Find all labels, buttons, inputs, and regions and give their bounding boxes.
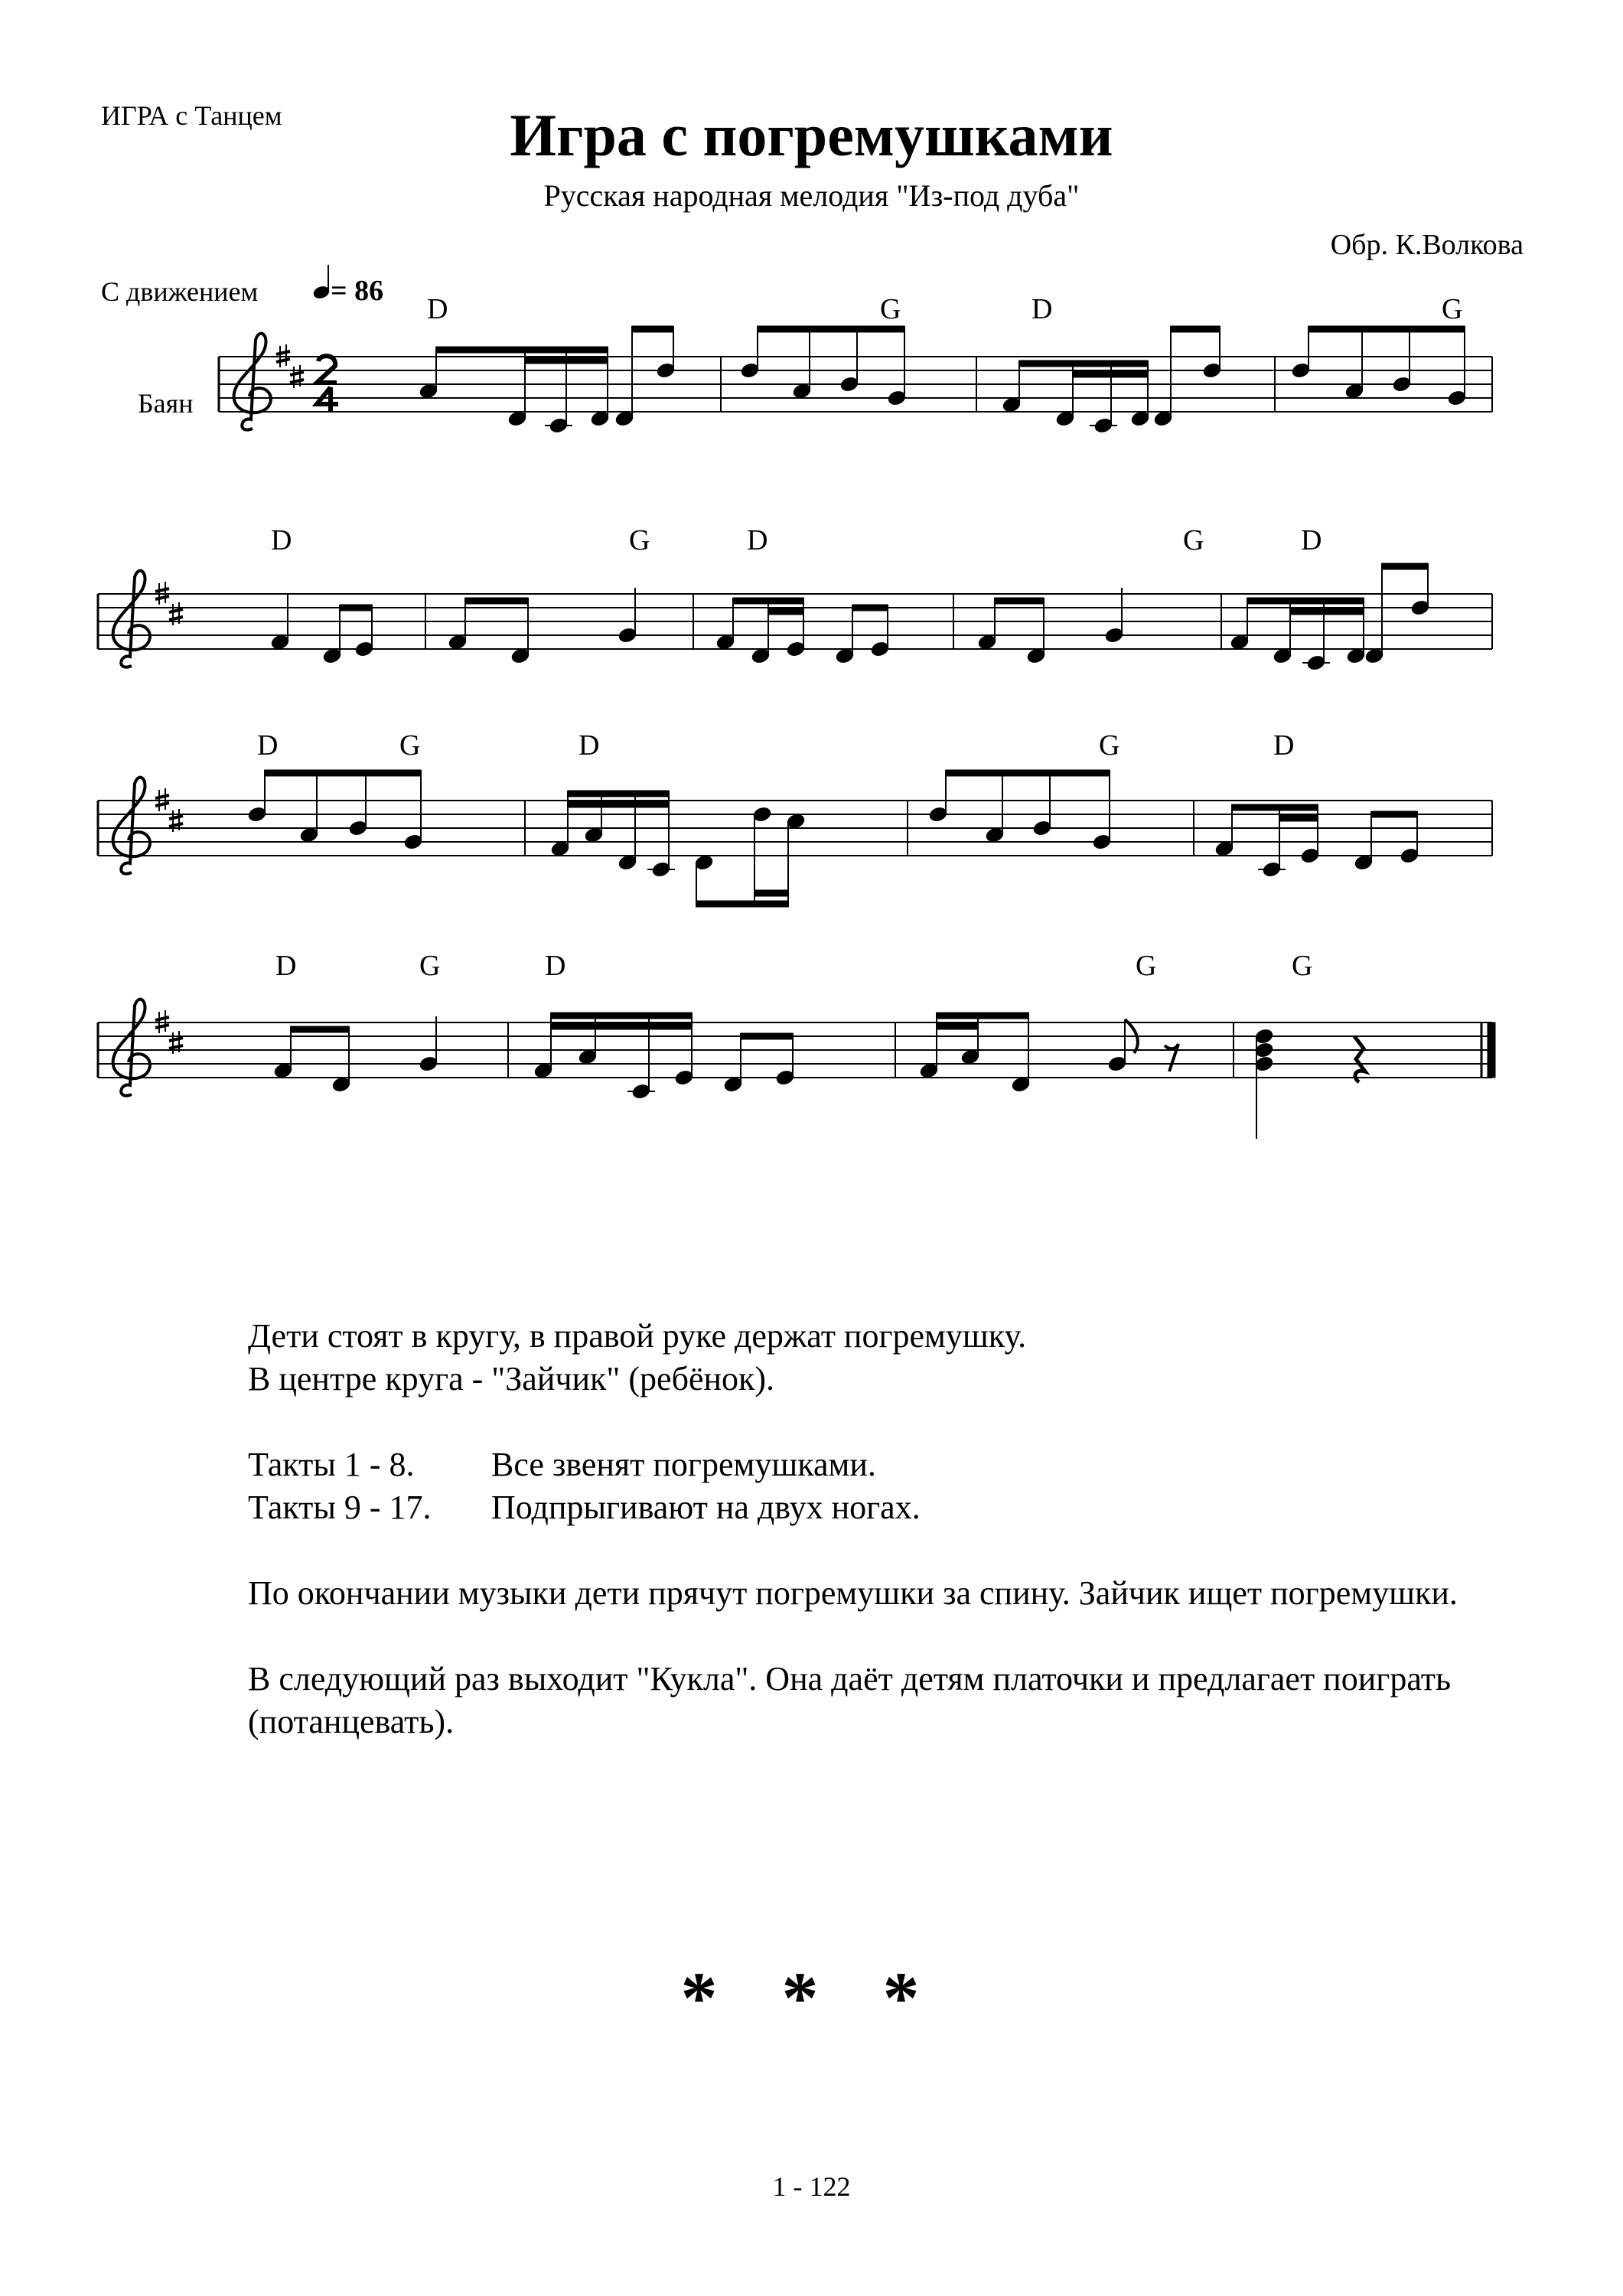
beam xyxy=(937,1013,1028,1019)
sharp-sign xyxy=(290,380,304,383)
subtitle: Русская народная мелодия "Из-под дуба" xyxy=(543,178,1080,213)
chord-symbol: D xyxy=(1301,524,1322,556)
sharp-sign xyxy=(169,617,183,620)
genre-label: ИГРА с Танцем xyxy=(101,100,282,131)
beam xyxy=(741,1033,793,1039)
beam xyxy=(995,598,1044,604)
beam xyxy=(465,598,528,604)
chord-symbol: G xyxy=(419,950,441,982)
sharp-sign xyxy=(155,589,169,592)
beam xyxy=(754,890,788,896)
beam xyxy=(1019,360,1148,367)
beam xyxy=(551,1013,692,1019)
bars-label: Такты 1 - 8. xyxy=(248,1446,415,1483)
sharp-sign xyxy=(276,351,290,354)
chord-symbol: D xyxy=(275,950,297,982)
beam xyxy=(1171,326,1220,332)
treble-clef xyxy=(113,778,150,874)
sharp-sign xyxy=(276,359,290,362)
instruction-line: В центре круга - "Зайчик" (ребёнок). xyxy=(248,1360,775,1397)
sharp-sign xyxy=(155,1025,169,1028)
chord-symbol: D xyxy=(747,524,768,556)
instruction-paragraph xyxy=(248,1443,1549,1529)
beam xyxy=(937,1023,978,1029)
chord-symbol: G xyxy=(1099,729,1120,762)
sharp-sign xyxy=(169,816,183,819)
sharp-sign xyxy=(169,823,183,827)
beam xyxy=(1279,815,1318,821)
chord-symbol: D xyxy=(257,729,279,762)
sharp-sign xyxy=(155,1017,169,1020)
chord-symbol: G xyxy=(1183,524,1204,556)
beam xyxy=(436,347,608,353)
instruction-paragraph: По окончании музыки дети прячут погремушки за спину. Зайчик ищет погремушки. xyxy=(248,1574,1458,1612)
beam xyxy=(852,605,888,611)
tempo-value: = 86 xyxy=(331,275,384,307)
page-number: 1 - 122 xyxy=(772,2171,851,2202)
game-instructions xyxy=(248,1315,1549,1786)
chord-symbol: D xyxy=(427,293,448,325)
beam xyxy=(1371,811,1417,817)
chord-symbol: G xyxy=(399,729,421,762)
treble-clef xyxy=(234,334,271,430)
beam xyxy=(525,357,608,364)
beam xyxy=(265,770,421,776)
beam xyxy=(1073,371,1148,377)
time-signature xyxy=(317,356,337,383)
beam xyxy=(1309,326,1465,332)
beam xyxy=(291,1026,349,1032)
beam xyxy=(568,801,669,807)
tempo-marking: С движением xyxy=(101,276,259,307)
sharp-sign xyxy=(155,596,169,599)
treble-clef xyxy=(113,1000,150,1096)
sharp-sign xyxy=(290,372,304,375)
bars-instruction xyxy=(248,1486,1549,1529)
page-title: Игра с погремушками xyxy=(510,102,1113,168)
sharp-sign xyxy=(169,609,183,612)
chord-symbol: D xyxy=(545,950,566,982)
instruction-paragraph: В следующий раз выходит "Кукла". Она даёт детям платочки и предлагает поиграть (потанцевать). xyxy=(248,1660,1452,1740)
sharp-sign xyxy=(169,1045,183,1049)
chord-symbol: G xyxy=(1442,293,1463,325)
instrument-label: Баян xyxy=(138,388,194,419)
beam xyxy=(758,326,904,332)
beam xyxy=(632,326,673,332)
bars-text: Все звенят погремушками. xyxy=(491,1446,876,1483)
chord-symbol: D xyxy=(1273,729,1295,762)
beam xyxy=(946,770,1110,776)
instruction-line: Дети стоят в кругу, в правой руке держат погремушку. xyxy=(248,1317,1027,1355)
chord-symbol: G xyxy=(1136,950,1157,982)
beam xyxy=(1247,598,1364,604)
beam xyxy=(340,605,372,611)
bars-label: Такты 9 - 17. xyxy=(248,1489,432,1526)
beam xyxy=(1290,608,1364,615)
beam xyxy=(1382,563,1428,569)
beam xyxy=(568,791,669,797)
chord-symbol: D xyxy=(271,524,292,556)
sharp-sign xyxy=(169,1038,183,1041)
time-signature xyxy=(317,387,338,412)
chord-symbol: G xyxy=(629,524,650,556)
quarter-rest xyxy=(1354,1036,1365,1082)
chord-symbol: G xyxy=(1292,950,1313,982)
sharp-sign xyxy=(155,803,169,806)
sharp-sign xyxy=(155,795,169,798)
beam xyxy=(768,608,803,615)
chord-symbol: D xyxy=(1031,293,1053,325)
bars-text: Подпрыгивают на двух ногах. xyxy=(491,1489,921,1526)
final-barline xyxy=(1488,1022,1495,1078)
section-divider: * * * xyxy=(680,1957,943,2039)
instruction-paragraph xyxy=(248,1315,1549,1401)
beam xyxy=(696,901,788,907)
arranger-credit: Обр. К.Волкова xyxy=(1330,229,1524,261)
treble-clef xyxy=(113,571,150,667)
bars-instruction xyxy=(248,1443,1549,1486)
beam xyxy=(551,1023,692,1029)
beam xyxy=(733,598,803,604)
beam xyxy=(1232,804,1318,810)
chord-symbol: G xyxy=(880,293,901,325)
chord-symbol: D xyxy=(578,729,600,762)
eighth-rest xyxy=(1165,1044,1178,1071)
